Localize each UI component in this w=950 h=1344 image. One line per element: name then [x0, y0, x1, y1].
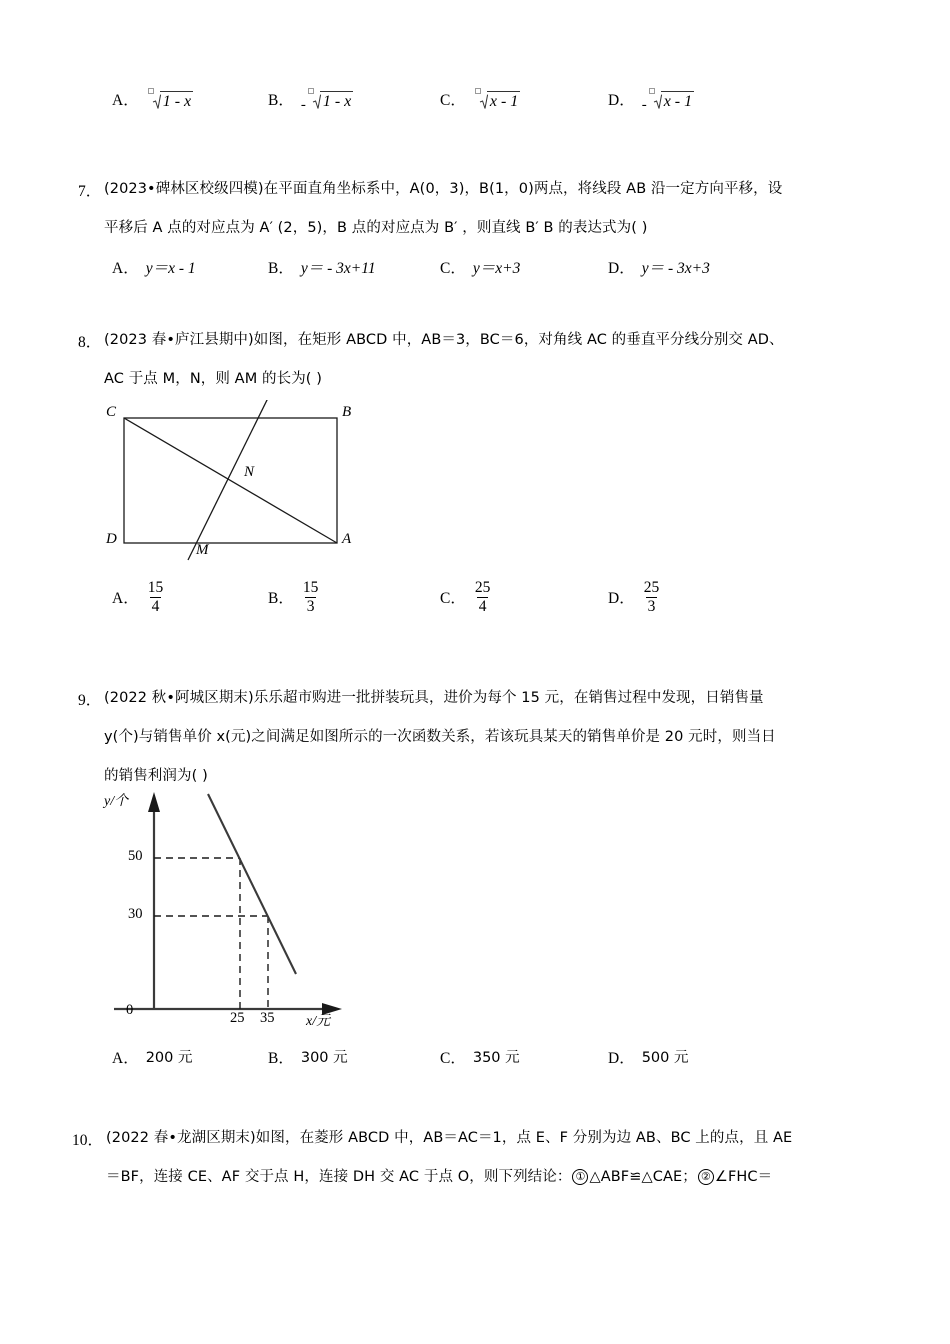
y-axis-label: y/个 [104, 794, 129, 809]
q8-option-a-denominator: 4 [151, 598, 160, 616]
y-axis-arrow-icon [148, 792, 160, 812]
q6-options-row [0, 88, 950, 134]
q8-option-b-numerator: 15 [302, 579, 319, 596]
radical-sign-icon [654, 94, 662, 109]
y-tick-label-30: 30 [128, 906, 143, 922]
vertex-label-a: A [342, 531, 352, 547]
q7-option-b-text: y＝ - 3x+11 [300, 260, 376, 277]
vertex-label-c: C [106, 404, 117, 420]
q8-option-d[interactable] [608, 579, 661, 622]
q9-text-line2: y(个)与销售单价 x(元)之间满足如图所示的一次函数关系，若该玩具某天的销售单价是 20 元时，则当日 [104, 729, 776, 745]
radical-expression [301, 88, 353, 114]
point-label-n: N [244, 464, 255, 480]
q9-text-line1: (2022 秋•阿城区期末)乐乐超市购进一批拼装玩具，进价为每个 15 元，在销售过程中发现，日销售量 [104, 690, 764, 706]
q9-option-a-label: A． [112, 1050, 139, 1067]
q8-option-a-numerator: 15 [147, 579, 164, 596]
q9-option-d[interactable] [608, 1046, 689, 1068]
radical-sign-icon [480, 94, 488, 109]
origin-label: 0 [126, 1002, 134, 1018]
q8-options-row [0, 579, 950, 638]
q8-option-d-numerator: 25 [643, 579, 660, 596]
q8-option-c[interactable] [440, 579, 492, 622]
q6-option-d-label: D． [608, 92, 635, 109]
q9-option-b-text: 300 元 [300, 1050, 348, 1066]
q8-option-c-numerator: 25 [474, 579, 491, 596]
q8-option-c-label: C． [440, 590, 466, 607]
x-tick-label-35: 35 [260, 1010, 275, 1026]
x-tick-label-25: 25 [230, 1010, 245, 1026]
fraction [146, 580, 166, 616]
q7-option-d[interactable] [608, 256, 710, 278]
radical-group [474, 88, 520, 111]
conclusion-marker-2: ② [698, 1169, 714, 1185]
q10-line2-part-b: △ABF≌△CAE； [589, 1169, 697, 1185]
q6-option-b-label: B． [268, 92, 294, 109]
q9-option-d-label: D． [608, 1050, 635, 1067]
q9-option-c[interactable] [440, 1046, 520, 1068]
q8-option-d-label: D． [608, 590, 635, 607]
q7-option-c-label: C． [440, 260, 466, 277]
x-axis-label: x/元 [306, 1014, 331, 1029]
q8-option-d-denominator: 3 [647, 598, 656, 616]
q9-text-line3: 的销售利润为( ) [104, 768, 208, 784]
q7-option-c-text: y＝x+3 [472, 260, 521, 277]
q7-option-d-text: y＝ - 3x+3 [641, 260, 710, 277]
fraction [301, 580, 321, 616]
radical-sign-icon [313, 94, 321, 109]
q8-figure-rectangle-abcd [96, 400, 366, 565]
fraction [642, 580, 662, 616]
radical-group [307, 88, 353, 111]
q9-options-row [0, 1046, 950, 1092]
q8-number: 8． [78, 334, 102, 351]
fraction [473, 580, 493, 616]
q7-option-a-label: A． [112, 260, 139, 277]
vertex-label-d: D [106, 531, 117, 547]
q7-number: 7． [78, 183, 102, 200]
q9-option-d-text: 500 元 [641, 1050, 689, 1066]
q6-option-a[interactable] [112, 88, 193, 111]
q10-text-line1: (2022 春•龙湖区期末)如图，在菱形 ABCD 中，AB＝AC＝1，点 E、F 分别为边 AB、BC 上的点，且 AE [106, 1130, 793, 1146]
q7-option-d-label: D． [608, 260, 635, 277]
q7-option-a-text: y＝x - 1 [145, 260, 196, 277]
q9-option-b-label: B． [268, 1050, 294, 1067]
q10-line2-part-a: ＝BF，连接 CE、AF 交于点 H，连接 DH 交 AC 于点 O，则下列结论： [106, 1169, 572, 1185]
q8-option-b-denominator: 3 [306, 598, 315, 616]
q10-number: 10． [72, 1132, 104, 1149]
q9-option-b[interactable] [268, 1046, 348, 1068]
q6-option-c-label: C． [440, 92, 466, 109]
q7-text-line2: 平移后 A 点的对应点为 A′ (2，5)，B 点的对应点为 B′ ，则直线 B′ B 的表达式为( ) [104, 220, 648, 236]
q9-option-c-label: C． [440, 1050, 466, 1067]
q10-line2-part-c: ∠FHC＝ [714, 1169, 773, 1185]
q6-option-c-radicand: x - 1 [487, 91, 520, 111]
q7-options-row [0, 256, 950, 302]
radical-expression [473, 88, 520, 111]
radical-group [648, 88, 694, 111]
q9-number: 9． [78, 692, 102, 709]
q9-option-c-text: 350 元 [472, 1050, 520, 1066]
radical-group [147, 88, 193, 111]
q8-option-a-label: A． [112, 590, 139, 607]
radical-expression [642, 88, 694, 114]
q8-option-b[interactable] [268, 579, 320, 622]
vertex-label-b: B [342, 404, 352, 420]
q6-option-b[interactable] [268, 88, 353, 114]
radical-sign-icon [153, 94, 161, 109]
q7-option-b[interactable] [268, 256, 376, 278]
q6-option-d-radicand: x - 1 [661, 91, 694, 111]
q6-option-a-label: A． [112, 92, 139, 109]
radical-expression [146, 88, 193, 111]
q9-figure-linear-function-graph [96, 786, 366, 1034]
q8-option-a[interactable] [112, 579, 165, 622]
q6-option-b-radicand: 1 - x [320, 91, 353, 111]
y-tick-label-50: 50 [128, 848, 143, 864]
q6-option-d[interactable] [608, 88, 694, 114]
q9-option-a-text: 200 元 [145, 1050, 193, 1066]
q6-option-b-sign: - [300, 97, 306, 113]
rectangle-abcd-svg [96, 400, 366, 565]
q9-option-a[interactable] [112, 1046, 193, 1068]
q7-option-a[interactable] [112, 256, 196, 278]
q6-option-d-sign: - [641, 97, 647, 113]
q7-text-line1: (2023•碑林区校级四模)在平面直角坐标系中，A(0，3)，B(1，0)两点，将线段 AB 沿一定方向平移，设 [104, 181, 783, 197]
perpendicular-bisector-line [188, 400, 268, 560]
data-line-series [208, 794, 296, 974]
q6-option-a-radicand: 1 - x [160, 91, 193, 111]
q7-option-b-label: B． [268, 260, 294, 277]
q10-text-line2 [106, 1168, 772, 1186]
q8-text-line2: AC 于点 M，N，则 AM 的长为( ) [104, 371, 323, 387]
conclusion-marker-1: ① [572, 1169, 588, 1185]
point-label-m: M [196, 542, 209, 558]
diagonal-ca-line [124, 418, 337, 543]
q7-option-c[interactable] [440, 256, 520, 278]
q8-option-c-denominator: 4 [478, 598, 487, 616]
q8-option-b-label: B． [268, 590, 294, 607]
q6-option-c[interactable] [440, 88, 520, 111]
q8-text-line1: (2023 春•庐江县期中)如图，在矩形 ABCD 中，AB＝3，BC＝6，对角线 AC 的垂直平分线分别交 AD、 [104, 332, 784, 348]
